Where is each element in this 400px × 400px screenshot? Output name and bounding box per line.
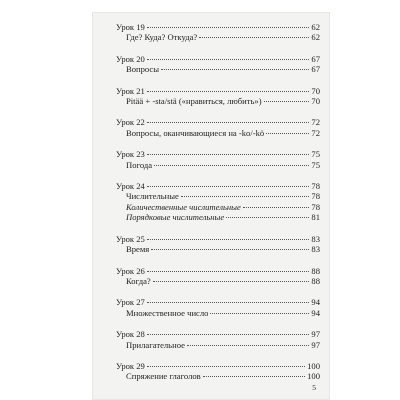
toc-entry xyxy=(116,212,320,222)
entry-text: Количественные числительные xyxy=(126,201,241,212)
toc-lesson-heading xyxy=(116,181,320,191)
page-number: 94 xyxy=(311,297,320,308)
page-number: 88 xyxy=(311,265,320,276)
book-page xyxy=(92,12,330,400)
entry-text: Когда? xyxy=(126,275,151,286)
leader-dots xyxy=(147,59,310,60)
page-number: 100 xyxy=(307,371,320,382)
toc-lesson-29 xyxy=(116,361,320,382)
toc-entry xyxy=(116,340,320,350)
toc-entry xyxy=(116,371,320,381)
entry-text: Прилагательное xyxy=(126,339,185,350)
page-number: 75 xyxy=(311,159,320,170)
toc-entry xyxy=(116,128,320,138)
lesson-title: Урок 21 xyxy=(116,85,145,96)
leader-dots xyxy=(181,196,310,197)
page-number: 97 xyxy=(311,329,320,340)
lesson-title: Урок 29 xyxy=(116,360,145,371)
leader-dots xyxy=(151,249,309,250)
leader-dots xyxy=(147,302,310,303)
toc-entry xyxy=(116,191,320,201)
folio-page-number: 5 xyxy=(312,383,316,392)
page-number: 62 xyxy=(311,22,320,32)
toc-lesson-28 xyxy=(116,329,320,350)
entry-text: Спряжение глаголов xyxy=(126,371,201,382)
toc-lesson-25 xyxy=(116,234,320,255)
toc-entry xyxy=(116,96,320,106)
toc-entry xyxy=(116,308,320,318)
toc-lesson-heading xyxy=(116,54,320,64)
toc-entry xyxy=(116,32,320,42)
leader-dots xyxy=(147,91,310,92)
page-number: 83 xyxy=(311,233,320,244)
toc-lesson-19 xyxy=(116,22,320,43)
page-number: 72 xyxy=(311,127,320,138)
toc-lesson-22 xyxy=(116,117,320,138)
page-number: 78 xyxy=(311,201,320,212)
toc-lesson-heading xyxy=(116,297,320,307)
toc-lesson-21 xyxy=(116,86,320,107)
toc-lesson-heading xyxy=(116,86,320,96)
lesson-title: Урок 27 xyxy=(116,297,145,308)
entry-text: Время xyxy=(126,244,150,255)
page-number: 83 xyxy=(311,244,320,255)
lesson-title: Урок 24 xyxy=(116,181,145,192)
lesson-title: Урок 26 xyxy=(116,265,145,276)
leader-dots xyxy=(243,207,310,208)
entry-text: Вопросы xyxy=(126,64,160,75)
page-number: 88 xyxy=(311,275,320,286)
page-number: 75 xyxy=(311,149,320,160)
page-number: 100 xyxy=(307,360,320,371)
entry-text: Порядковые числительные xyxy=(126,212,225,223)
page-number: 62 xyxy=(311,32,320,43)
toc-lesson-heading xyxy=(116,266,320,276)
leader-dots xyxy=(147,271,310,272)
toc-entry xyxy=(116,202,320,212)
page-number: 67 xyxy=(311,64,320,75)
toc-lesson-26 xyxy=(116,266,320,287)
page-number: 94 xyxy=(311,307,320,318)
leader-dots xyxy=(203,376,305,377)
table-of-contents xyxy=(116,22,320,393)
toc-entry xyxy=(116,276,320,286)
toc-lesson-heading xyxy=(116,149,320,159)
leader-dots xyxy=(199,37,309,38)
leader-dots xyxy=(264,101,310,102)
toc-entry xyxy=(116,64,320,74)
toc-lesson-heading xyxy=(116,361,320,371)
leader-dots xyxy=(153,281,310,282)
page-number: 78 xyxy=(311,191,320,202)
toc-lesson-23 xyxy=(116,149,320,170)
entry-text: Где? Куда? Откуда? xyxy=(126,32,198,43)
leader-dots xyxy=(147,122,310,123)
leader-dots xyxy=(226,217,309,218)
leader-dots xyxy=(147,186,310,187)
page-number: 72 xyxy=(311,117,320,128)
toc-lesson-27 xyxy=(116,297,320,318)
leader-dots xyxy=(161,69,309,70)
lesson-title: Урок 22 xyxy=(116,117,145,128)
lesson-title: Урок 23 xyxy=(116,149,145,160)
page-number: 97 xyxy=(311,339,320,350)
entry-text: Числительные xyxy=(126,191,179,202)
toc-lesson-24 xyxy=(116,181,320,223)
leader-dots xyxy=(147,27,310,28)
leader-dots xyxy=(210,313,309,314)
toc-lesson-20 xyxy=(116,54,320,75)
leader-dots xyxy=(187,345,309,346)
leader-dots xyxy=(154,165,309,166)
page-number: 70 xyxy=(311,96,320,107)
lesson-title: Урок 19 xyxy=(116,22,145,32)
page-number: 70 xyxy=(311,85,320,96)
page-number: 78 xyxy=(311,181,320,192)
entry-text: Погода xyxy=(126,159,153,170)
leader-dots xyxy=(147,366,305,367)
entry-text: Вопросы, оканчивающиеся на -ko/-kö xyxy=(126,127,265,138)
page-number: 81 xyxy=(311,212,320,223)
leader-dots xyxy=(147,154,310,155)
toc-lesson-heading xyxy=(116,329,320,339)
toc-lesson-heading xyxy=(116,117,320,127)
toc-entry xyxy=(116,160,320,170)
toc-lesson-heading xyxy=(116,22,320,32)
page-number: 67 xyxy=(311,53,320,64)
lesson-title: Урок 20 xyxy=(116,53,145,64)
entry-text: Pitää + -sta/stä («нравиться, любить») xyxy=(126,96,262,107)
toc-lesson-heading xyxy=(116,234,320,244)
leader-dots xyxy=(147,239,310,240)
lesson-title: Урок 25 xyxy=(116,233,145,244)
lesson-title: Урок 28 xyxy=(116,329,145,340)
entry-text: Множественное число xyxy=(126,307,209,318)
leader-dots xyxy=(147,334,310,335)
toc-entry xyxy=(116,244,320,254)
leader-dots xyxy=(266,133,309,134)
